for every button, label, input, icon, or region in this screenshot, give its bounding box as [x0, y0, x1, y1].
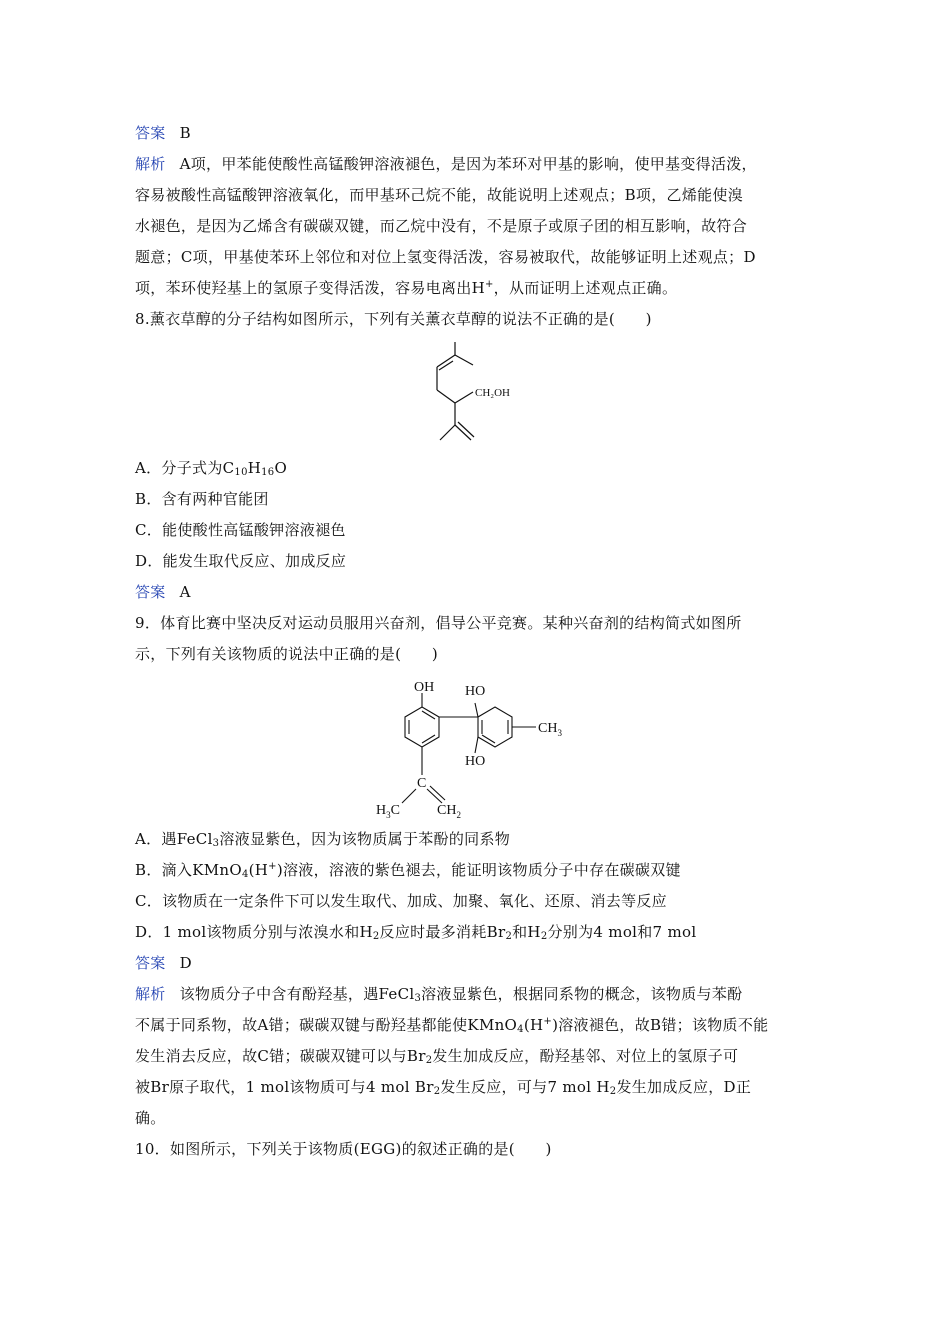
q7-analysis-line-5: 项，苯环使羟基上的氢原子变得活泼，容易电离出H+，从而证明上述观点正确。: [135, 279, 678, 297]
q9-analysis-line-4: 被Br原子取代，1 mol该物质可与4 mol $Br_2$发生反应，可与7 mol $H_2$发生加成反应，D正: [135, 1078, 752, 1097]
answer-value: A: [179, 583, 191, 601]
q9-option-d: D．1 mol该物质分别与浓溴水和$H_2$反应时最多消耗$Br_2$和$H_2$分别为4 mol和7 mol: [135, 923, 697, 942]
ho-bottom-label: HO: [465, 754, 486, 769]
q9-answer: [135, 953, 192, 973]
q8-option-d: D．能发生取代反应、加成反应: [135, 552, 347, 570]
lavandulol-structure: [420, 337, 540, 447]
answer-label: 答案: [135, 954, 166, 972]
q9-option-b: B．滴入KMnO$_4$(H+)溶液，溶液的紫色褪去，能证明该物质分子中存在碳碳双键: [135, 861, 681, 880]
q8-option-a: A．分子式为$C_{10}H_{16}O$: [135, 459, 288, 478]
q9-analysis-line-1: 解析 该物质分子中含有酚羟基，遇FeCl$_3$溶液显紫色，根据同系物的概念，该物质与苯酚: [135, 985, 743, 1004]
q10-stem: 10．如图所示，下列关于该物质(EGG)的叙述正确的是( ): [135, 1140, 552, 1158]
q8-option-c: C．能使酸性高锰酸钾溶液褪色: [135, 521, 346, 539]
q9-analysis-line-3: 发生消去反应，故C错；碳碳双键可以与$Br_2$发生加成反应，酚羟基邻、对位上的氢原子可: [135, 1047, 739, 1066]
q7-analysis-line-3: 水褪色，是因为乙烯含有碳碳双键，而乙烷中没有，不是原子或原子团的相互影响，故符合: [135, 217, 748, 235]
ch2-label: $CH_2$: [437, 803, 461, 820]
ho-top-label: HO: [465, 684, 486, 699]
q7-analysis-line-1: 解析 A项，甲苯能使酸性高锰酸钾溶液褪色，是因为苯环对甲基的影响，使甲基变得活泼，: [135, 155, 757, 173]
q9-option-c: C．该物质在一定条件下可以发生取代、加成、加聚、氧化、还原、消去等反应: [135, 892, 667, 910]
ch2oh-label: CH₂OH: [475, 387, 511, 399]
answer-label: 答案: [135, 124, 166, 142]
q7-analysis-line-4: 题意；C项，甲基使苯环上邻位和对位上氢变得活泼，容易被取代，故能够证明上述观点；D: [135, 248, 756, 266]
q7-analysis-line-2: 容易被酸性高锰酸钾溶液氧化，而甲基环己烷不能，故能说明上述观点；B项，乙烯能使溴: [135, 186, 744, 204]
q8-answer: [135, 582, 191, 602]
answer-value: D: [179, 954, 192, 972]
carbon-label: C: [417, 776, 427, 791]
ch3-label: $CH_3$: [538, 721, 562, 738]
q9-stem-line-1: 9．体育比赛中坚决反对运动员服用兴奋剂，倡导公平竞赛。某种兴奋剂的结构简式如图所: [135, 614, 742, 632]
q8-stem: 8.薰衣草醇的分子结构如图所示，下列有关薰衣草醇的说法不正确的是( ): [135, 310, 652, 328]
analysis-label: 解析: [135, 155, 166, 173]
answer-value: B: [179, 124, 191, 142]
stimulant-structure: [370, 675, 590, 820]
q8-option-b: B．含有两种官能团: [135, 490, 269, 508]
analysis-label: 解析: [135, 985, 166, 1003]
h3c-label: $H_3C$: [376, 803, 400, 820]
q7-answer: [135, 123, 191, 143]
q9-option-a: A．遇FeCl$_3$溶液显紫色，因为该物质属于苯酚的同系物: [135, 830, 511, 849]
q9-analysis-line-2: 不属于同系物，故A错；碳碳双键与酚羟基都能使KMnO$_4$(H+)溶液褪色，故B错；该物质不能: [135, 1016, 769, 1035]
oh-label: OH: [414, 680, 435, 695]
q9-analysis-line-5: 确。: [135, 1109, 166, 1127]
q9-stem-line-2: 示，下列有关该物质的说法中正确的是( ): [135, 645, 439, 663]
answer-label: 答案: [135, 583, 166, 601]
